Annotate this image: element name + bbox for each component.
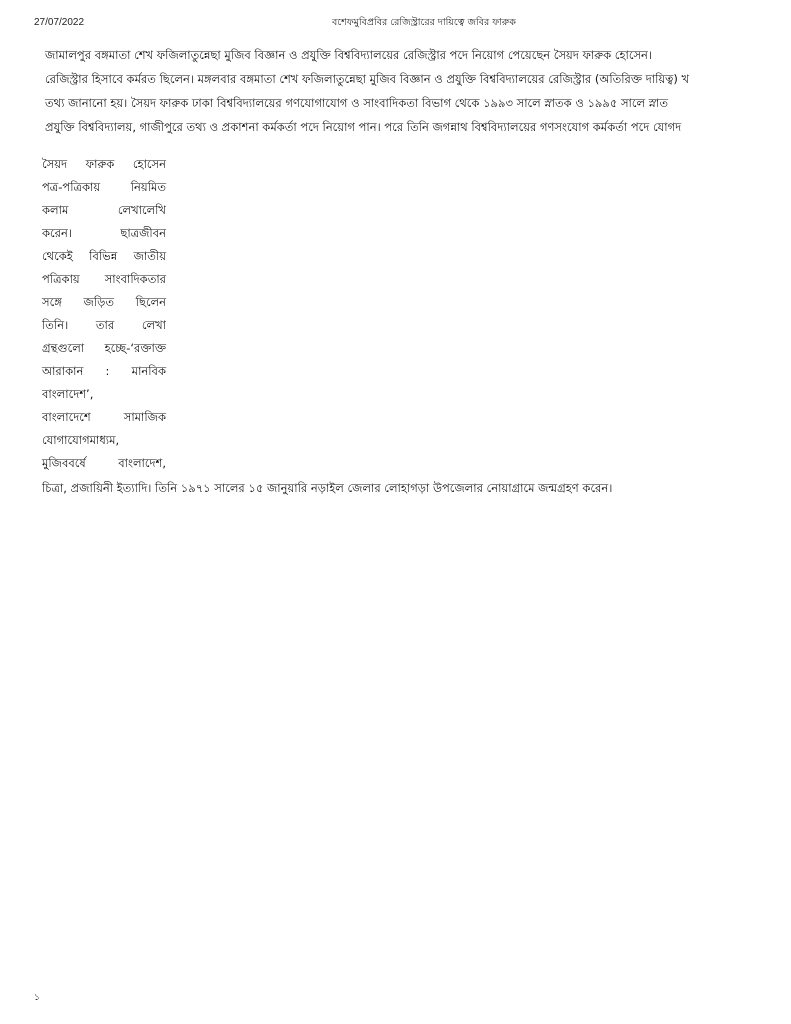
article-final-line: চিত্রা, প্রজায়িনী ইত্যাদি। তিনি ১৯৭১ সালের ১৫ জানুয়ারি নড়াইল জেলার লোহাগড়া উপজেলার নোয়াগ্রামে জন্মগ্রহণ করেন। (42, 481, 613, 495)
column-line: পত্র-পত্রিকায় নিয়মিত (42, 180, 166, 194)
column-line: করেন। ছাত্রজীবন (42, 226, 166, 240)
column-line: বাংলাদেশে সামাজিক (42, 410, 166, 424)
column-line: সৈয়দ ফারুক হোসেন (42, 157, 166, 171)
intro-line: জামালপুর বঙ্গমাতা শেখ ফজিলাতুন্নেছা মুজিব বিজ্ঞান ও প্রযুক্তি বিশ্ববিদ্যালয়ের রেজিস্ট্রার পদে নিয়োগ পেয়েছেন সৈয়দ ফারুক হোসেন। (45, 48, 653, 62)
page-header-title: বশেফমুবিপ্রবির রেজিস্ট্রারের দায়িত্বে জবির ফারুক (332, 17, 516, 28)
column-line: পত্রিকায় সাংবাদিকতার (42, 272, 166, 286)
intro-line: প্রযুক্তি বিশ্ববিদ্যালয়, গাজীপুরে তথ্য ও প্রকাশনা কর্মকর্তা পদে নিয়োগ পান। পরে তিনি জগন্নাথ বিশ্ববিদ্যালয়ের গণসংযোগ কর্মকর্তা পদে যোগদ (45, 120, 682, 134)
intro-line: তথ্য জানানো হয়। সৈয়দ ফারুক ঢাকা বিশ্ববিদ্যালয়ের গণযোগাযোগ ও সাংবাদিকতা বিভাগ থেকে ১৯৯৩ সালে স্নাতক ও ১৯৯৫ সালে স্নাত (45, 96, 668, 110)
column-line: সঙ্গে জড়িত ছিলেন (42, 295, 166, 309)
column-line: কলাম লেখালেখি (42, 203, 166, 217)
column-line: মুজিববর্ষে বাংলাদেশ, (42, 456, 166, 470)
page-number: ১ (34, 993, 40, 1003)
column-line: তিনি। তার লেখা (42, 318, 166, 332)
intro-line: রেজিস্ট্রার হিসাবে কর্মরত ছিলেন। মঙ্গলবার বঙ্গমাতা শেখ ফজিলাতুন্নেছা মুজিব বিজ্ঞান ও প্রযুক্তি বিশ্ববিদ্যালয়ের রেজিস্ট্রার (অতিরিক্ত দায়িত্ব) খ (45, 72, 690, 86)
column-line: যোগাযোগমাধ্যম, (42, 433, 120, 447)
column-line: বাংলাদেশ’, (42, 387, 94, 401)
column-line: গ্রন্থগুলো হচ্ছে-‘রক্তাক্ত (42, 341, 166, 355)
column-line: আরাকান : মানবিক (42, 364, 166, 378)
page-date: 27/07/2022 (34, 17, 85, 28)
column-line: থেকেই বিভিন্ন জাতীয় (42, 249, 166, 263)
